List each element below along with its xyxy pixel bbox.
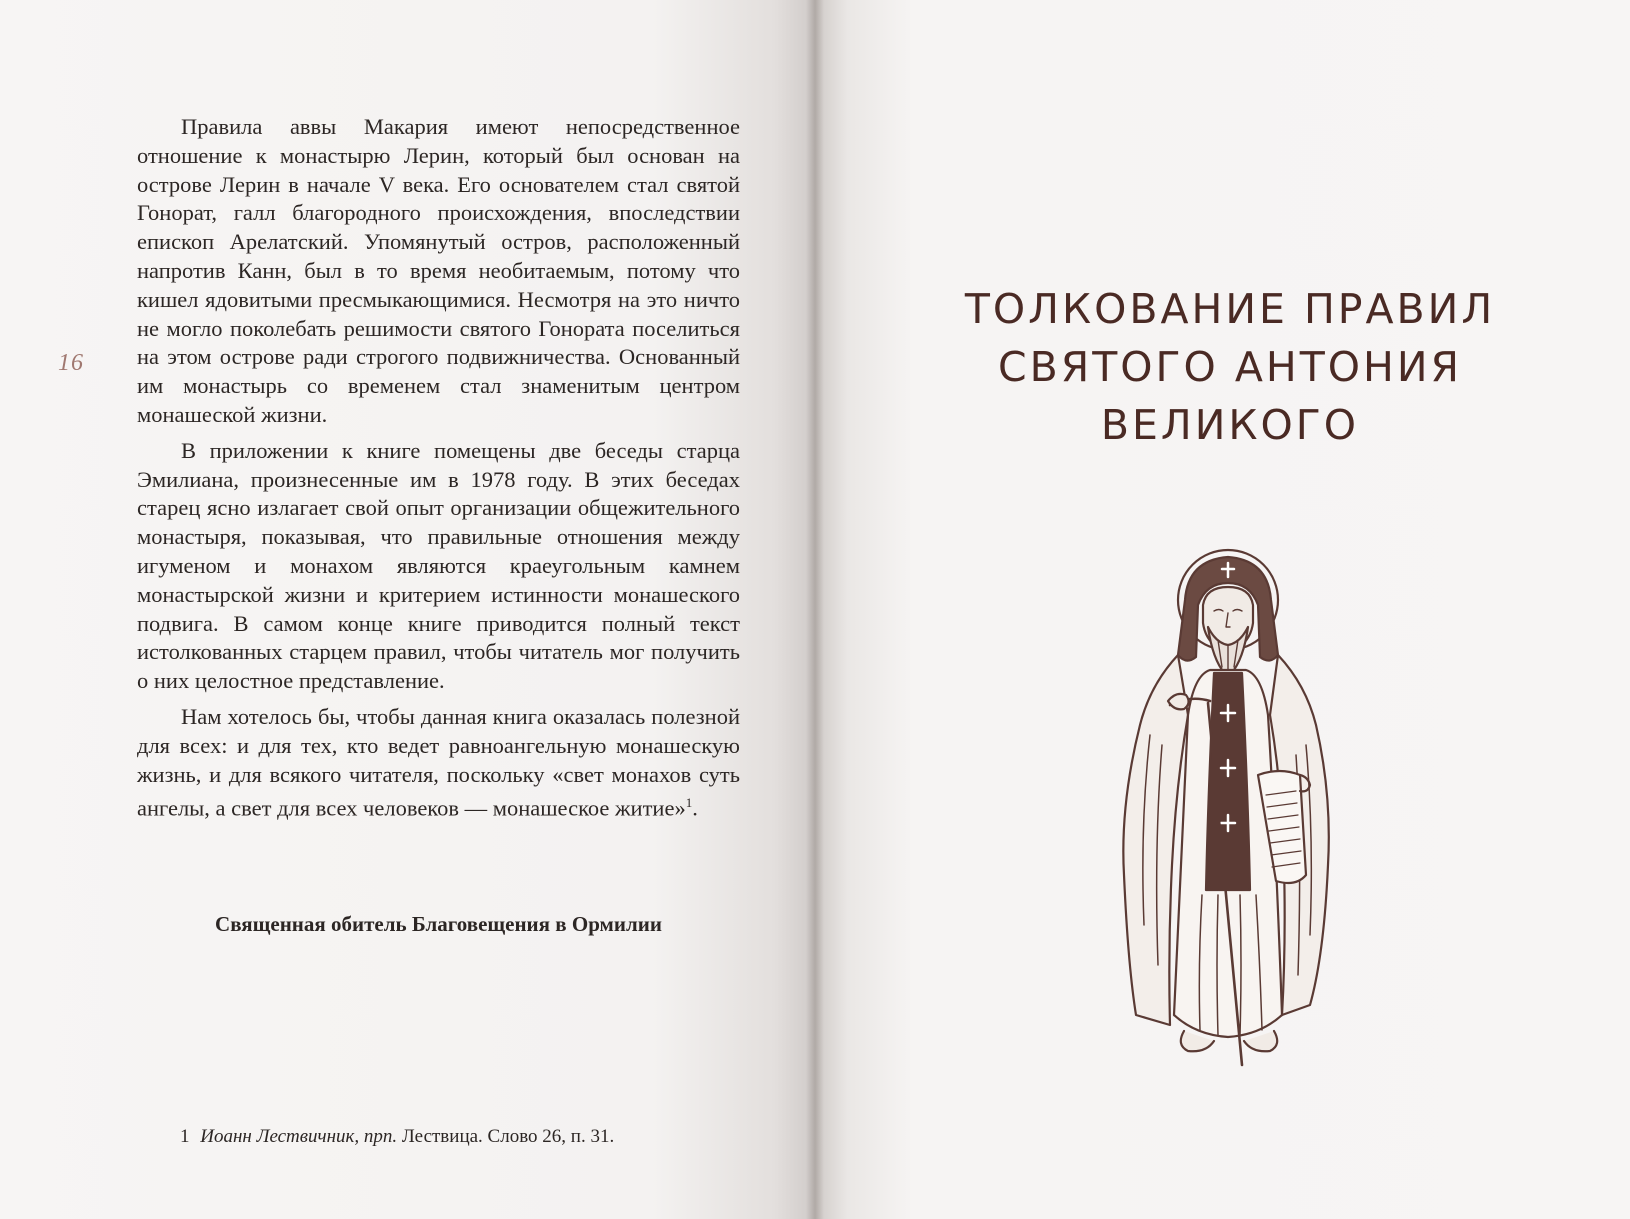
footnote-citation: Лествица. Слово 26, п. 31. <box>401 1126 615 1147</box>
paragraph-1: Правила аввы Макария имеют непосредственное отношение к монастырю Лерин, который был основан на острове Лерин в начале V века. Его основателем стал святой Гонорат, галл благородного происхождения, впоследствии епископ Арелатский. Упомянутый остров, расположенный напротив Канн, был в то время необитаемым, потому что кишел ядовитыми пресмыкающимися. Несмотря на это ничто не могло поколебать решимости святого Гонората поселиться на этом острове ради строгого подвижничества. Основанный им монастырь со временем стал знаменитым центром монашеской жизни. <box>137 114 740 427</box>
chapter-title <box>905 280 1555 454</box>
footnote-marker: 1 <box>180 1126 190 1147</box>
book-gutter <box>806 0 824 1219</box>
body-text <box>137 113 740 824</box>
closing-mark: . <box>692 795 698 821</box>
footnote-author: Иоанн Лествичник, прп. <box>200 1126 398 1147</box>
paragraph-2: В приложении к книге помещены две беседы старца Эмилиана, произнесенные им в 1978 году. В этих беседах старец ясно излагает свой опыт организации общежительного монастыря, показывая, что правильные отношения между игуменом и монахом являются краеугольным камнем монастырской жизни и критерием истинности монашеского подвига. В самом конце книге приводится полный текст истолкованных старцем правил, чтобы читатель мог получить о них целостное представление. <box>137 437 740 694</box>
saint-antony-icon <box>1110 545 1350 1085</box>
paragraph-3 <box>137 703 740 824</box>
footnote <box>180 1126 614 1148</box>
signature: Священная обитель Благовещения в Ормилии <box>215 912 662 936</box>
page-number: 16 <box>58 350 84 376</box>
chapter-title-line-1: ТОЛКОВАНИЕ ПРАВИЛ <box>964 285 1496 333</box>
paragraph-3-text: Нам хотелось бы, чтобы данная книга оказалась полезной для всех: и для тех, кто ведет равноангельную монашескую жизнь, и для всякого читателя, поскольку «свет монахов суть ангелы, а свет для всех человеков — монашеское житие» <box>137 703 740 821</box>
footnote-reference: 1 <box>685 795 693 811</box>
chapter-title-line-3: ВЕЛИКОГО <box>1100 401 1360 449</box>
chapter-title-line-2: СВЯТОГО АНТОНИЯ <box>997 343 1463 391</box>
